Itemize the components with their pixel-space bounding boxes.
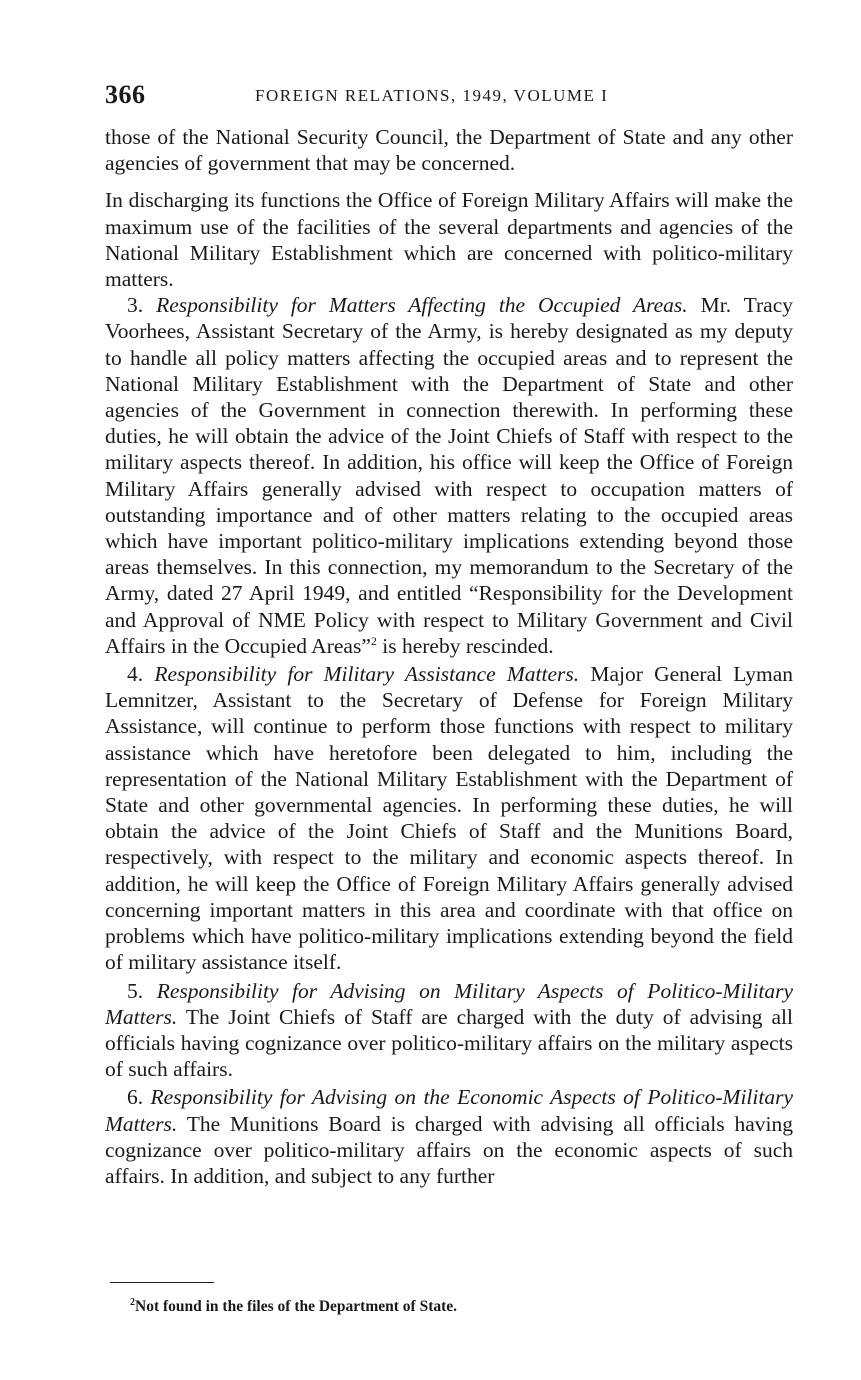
section-heading: Responsibility for Matters Affecting the Occupied Areas. xyxy=(156,293,688,318)
page-header xyxy=(105,80,795,110)
paragraph-section-6 xyxy=(105,1084,793,1189)
paragraph-continuation xyxy=(105,124,793,176)
paragraph-text: Mr. Tracy Voorhees, Assistant Secretary of the Army, is hereby designated as my deputy to handle all policy matters affecting the occupied areas and to represent the National Military Establishment with the Department of State and other agencies of the Government in connection therewith. In performing these duties, he will obtain the advice of the Joint Chiefs of Staff with respect to the military aspects thereof. In addition, his office will keep the Office of Foreign Military Affairs generally advised with respect to occupation matters of outstanding importance and of other matters relating to the occupied areas which have important politico-military implications extending beyond those areas themselves. In this connection, my memorandum to the Secretary of the Army, dated 27 April 1949, and entitled “Responsibility for the Development and Approval of NME Policy with respect to Military Government and Civil Affairs in the Occupied Areas” xyxy=(105,293,794,658)
paragraph-text: is hereby rescinded. xyxy=(382,633,554,658)
footnote-divider xyxy=(110,1282,214,1283)
page-number: 366 xyxy=(105,80,146,109)
section-number: 5. xyxy=(127,978,144,1003)
section-number: 6. xyxy=(127,1085,144,1110)
footnote-marker: 2 xyxy=(130,1297,135,1308)
paragraph-section-4 xyxy=(105,661,793,975)
footnote-text: Not found in the files of the Department of State. xyxy=(135,1298,458,1316)
paragraph-text: The Munitions Board is charged with advising all officials having cognizance over politico-military affairs on the economic aspects of such affairs. In addition, and subject to any further xyxy=(105,1111,793,1188)
paragraph-text: those of the National Security Council, the Department of State and any other agencies of government that may be concerned. xyxy=(105,125,793,176)
section-heading: Responsibility for Advising on the Economic Aspects of Politico-Military Matters. xyxy=(105,1085,794,1136)
paragraph-section-3 xyxy=(105,292,793,659)
footnote xyxy=(130,1297,457,1316)
section-heading: Responsibility for Advising on Military Aspects of Politico-Military Matters. xyxy=(105,978,793,1029)
section-heading: Responsibility for Military Assistance Matters. xyxy=(154,662,580,687)
section-number: 3. xyxy=(127,293,144,318)
paragraph-text: In discharging its functions the Office of Foreign Military Affairs will make the maximum use of the facilities of the several departments and agencies of the National Military Establishment which are concerned with politico-military matters. xyxy=(105,188,793,292)
body-text xyxy=(105,124,793,1189)
paragraph-section-5 xyxy=(105,978,793,1083)
running-head: FOREIGN RELATIONS, 1949, VOLUME I xyxy=(255,86,609,105)
paragraph-text: Major General Lyman Lemnitzer, Assistant to the Secretary of Defense for Foreign Military Assistance, will continue to perform those functions with respect to military assistance which have heretofore been delegated to him, including the representation of the National Military Establishment with the Department of State and other governmental agencies. In performing these duties, he will obtain the advice of the Joint Chiefs of Staff and the Munitions Board, respectively, with respect to the military and economic aspects thereof. In addition, he will keep the Office of Foreign Military Affairs generally advised concerning important matters in this area and coordinate with that office on problems which have politico-military implications extending beyond the field of military assistance itself. xyxy=(105,662,794,975)
paragraph-text: The Joint Chiefs of Staff are charged with the duty of advising all officials having cognizance over politico-military affairs on the military aspects of such affairs. xyxy=(105,1004,793,1082)
paragraph-office-functions xyxy=(105,187,793,292)
section-number: 4. xyxy=(127,662,144,687)
footnote-reference: 2 xyxy=(370,633,377,648)
